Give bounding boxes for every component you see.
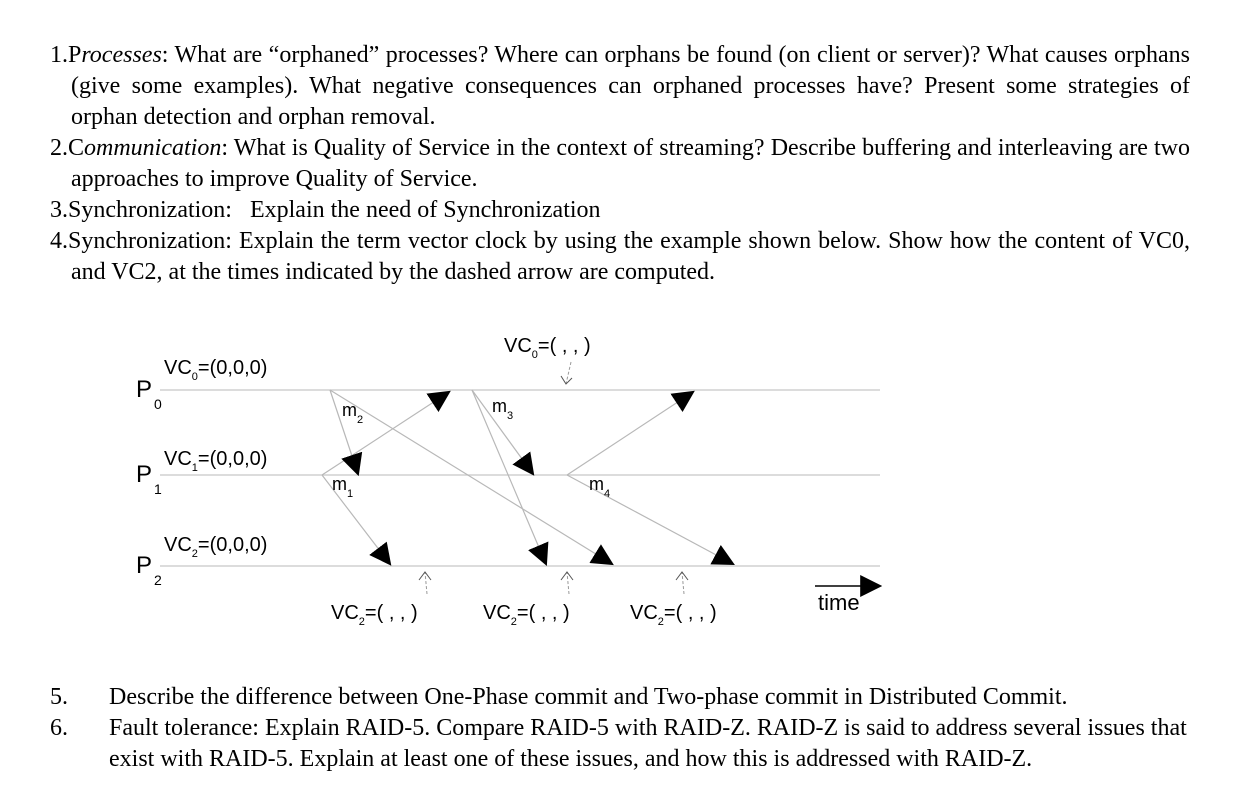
vector-clock-diagram <box>0 300 1240 630</box>
question-topic-initial: C <box>68 135 85 161</box>
question-3 <box>50 195 1190 226</box>
question-6 <box>50 713 1200 775</box>
initial-vc-p2: $VC_2=(0,0,0)$ <box>164 534 268 560</box>
question-text: : What is Quality of Service in the context of streaming? Describe buffering and interleaving are two approaches to improve Quality of Service. <box>71 135 1190 192</box>
question-number: 5. <box>50 684 68 710</box>
question-text: : What are “orphaned” processes? Where can orphans be found (on client or server)? What causes orphans (give some examples). What negative consequences can orphaned processes have? Present some strategies of orphan detection and orphan removal. <box>71 42 1190 130</box>
message-label-m2: $m_2$ <box>342 400 364 426</box>
question-topic: ommunication <box>84 135 222 161</box>
question-1 <box>50 40 1190 133</box>
process-label-p1: $P_1$ <box>136 461 162 497</box>
dashed-arrow-head <box>561 376 572 384</box>
question-topic: Synchronization: <box>68 228 232 254</box>
question-number: 4. <box>50 228 68 254</box>
question-topic-initial: P <box>68 42 82 68</box>
initial-vc-p1: $VC_1=(0,0,0)$ <box>164 448 268 474</box>
process-label-p2: $P_2$ <box>136 552 162 588</box>
question-number: 6. <box>50 715 68 741</box>
query-vc-p0: $VC_0=$( , , ) <box>504 335 591 361</box>
message-label-m1: $m_1$ <box>332 474 354 500</box>
question-2 <box>50 133 1190 195</box>
time-label: time <box>818 590 860 615</box>
question-list-bottom <box>50 682 1200 775</box>
question-list-top <box>50 40 1190 288</box>
dashed-arrow <box>567 572 569 594</box>
question-text: Describe the difference between One-Phase commit and Two-phase commit in Distributed Commit. <box>109 684 1068 710</box>
query-vc-p2-third: $VC_2=$( , , ) <box>630 602 717 628</box>
dashed-arrow <box>682 572 684 594</box>
initial-vc-p0: $VC_0=(0,0,0)$ <box>164 357 268 383</box>
query-vc-p2-first: $VC_2=$( , , ) <box>331 602 418 628</box>
query-vc-p2-second: $VC_2=$( , , ) <box>483 602 570 628</box>
question-4 <box>50 226 1190 288</box>
question-topic: rocesses <box>81 42 162 68</box>
question-number: 2. <box>50 135 68 161</box>
question-number: 1. <box>50 42 68 68</box>
question-5 <box>50 682 1200 713</box>
dashed-arrow <box>566 362 571 384</box>
message-label-m3: $m_3$ <box>492 396 514 422</box>
question-topic: Synchronization: <box>68 197 232 223</box>
question-text: Fault tolerance: Explain RAID-5. Compare RAID-5 with RAID-Z. RAID-Z is said to address several issues that exist with RAID-5. Explain at least one of these issues, and how this is addressed with RAID-Z. <box>109 715 1187 772</box>
message-label-m4: $m_4$ <box>589 474 611 500</box>
dashed-arrow <box>425 572 427 594</box>
process-label-p0: $P_0$ <box>136 376 162 412</box>
question-text: Explain the term vector clock by using the example shown below. Show how the content of VC0, and VC2, at the times indicated by the dashed arrow are computed. <box>71 228 1190 285</box>
message-arrow <box>567 392 693 475</box>
question-number: 3. <box>50 197 68 223</box>
question-text: Explain the need of Synchronization <box>231 197 601 223</box>
